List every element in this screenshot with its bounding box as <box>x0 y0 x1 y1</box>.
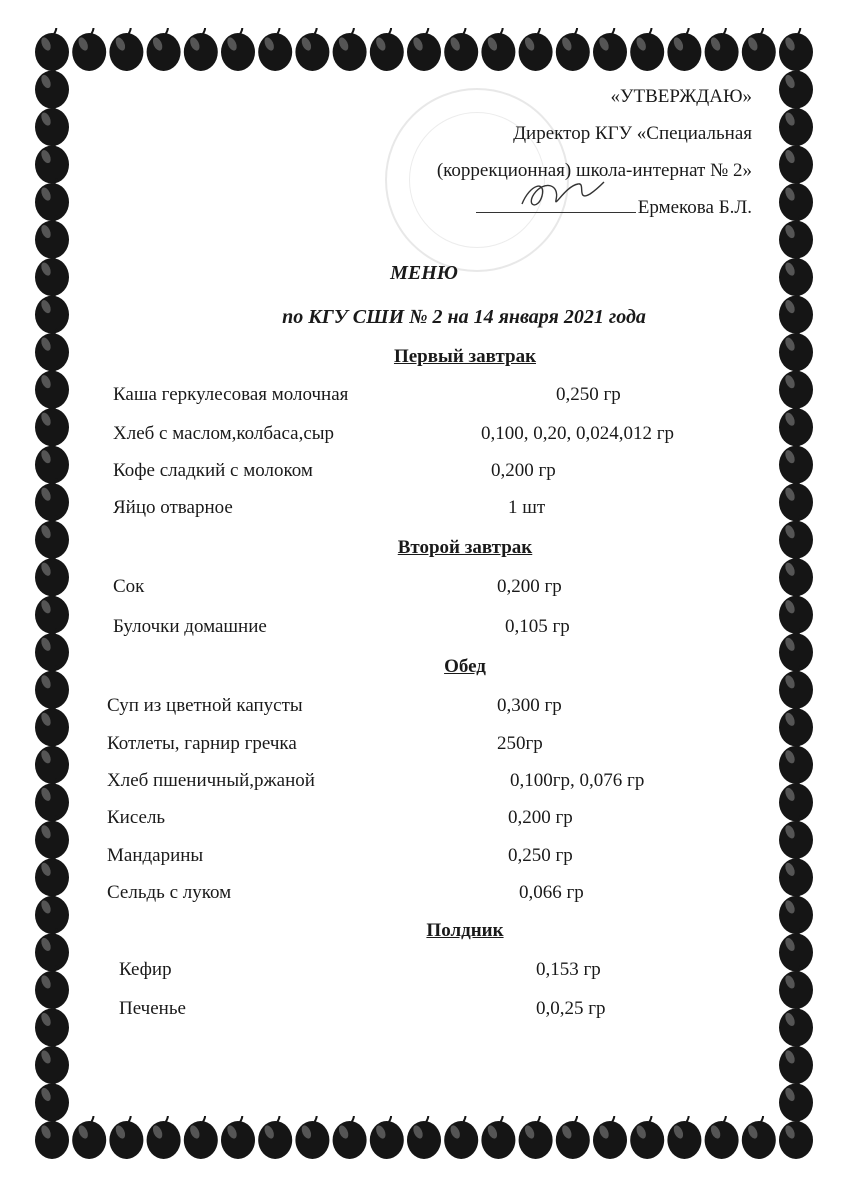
menu-item-name: Яйцо отварное <box>113 497 233 518</box>
section-heading: Полдник <box>426 920 504 941</box>
page-title: МЕНЮ <box>390 262 458 284</box>
plum-decoration <box>742 1112 776 1159</box>
plum-decoration <box>295 1112 329 1159</box>
menu-item-qty: 0,300 гр <box>497 695 562 716</box>
plum-decoration <box>72 24 106 71</box>
plum-decoration <box>556 24 590 71</box>
plum-decoration <box>370 24 404 71</box>
approval-organization: (коррекционная) школа-интернат № 2» <box>436 160 752 181</box>
plum-decoration <box>184 24 218 71</box>
plum-decoration <box>221 1112 255 1159</box>
signer-name: Ермекова Б.Л. <box>637 197 752 218</box>
plum-decoration <box>519 1112 553 1159</box>
menu-item-name: Каша геркулесовая молочная <box>113 384 349 405</box>
menu-item-qty: 0,066 гр <box>519 882 584 903</box>
plum-decoration <box>593 1112 627 1159</box>
plum-decoration <box>407 1112 441 1159</box>
plum-decoration <box>630 24 664 71</box>
plum-decoration <box>184 1112 218 1159</box>
plum-decoration <box>333 24 367 71</box>
menu-item-name: Кисель <box>107 807 166 828</box>
plum-decoration <box>705 24 739 71</box>
plum-decoration <box>109 1112 143 1159</box>
menu-item-name: Кофе сладкий с молоком <box>113 460 313 481</box>
plum-decoration <box>147 24 181 71</box>
plum-decoration <box>370 1112 404 1159</box>
menu-item-qty: 1 шт <box>508 497 546 518</box>
menu-item-name: Хлеб пшеничный,ржаной <box>107 770 315 791</box>
menu-item-name: Котлеты, гарнир гречка <box>107 733 297 754</box>
menu-item-qty: 0,100гр, 0,076 гр <box>510 770 645 791</box>
menu-item-qty: 0,105 гр <box>505 616 570 637</box>
menu-item-qty: 250гр <box>497 733 543 754</box>
plum-decoration <box>444 24 478 71</box>
menu-item-qty: 0,100, 0,20, 0,024,012 гр <box>481 423 675 444</box>
plum-decoration <box>481 24 515 71</box>
approval-block <box>437 78 752 226</box>
plum-decoration <box>407 24 441 71</box>
menu-item-name: Сок <box>113 576 145 597</box>
plum-decoration <box>221 24 255 71</box>
signature-line <box>437 189 752 226</box>
approval-title: «УТВЕРЖДАЮ» <box>610 86 752 107</box>
menu-item-qty: 0,200 гр <box>508 807 573 828</box>
plum-decoration <box>667 24 701 71</box>
menu-item-name: Сельдь с луком <box>107 882 232 903</box>
section-heading: Второй завтрак <box>397 537 533 558</box>
menu-item-qty: 0,0,25 гр <box>536 998 606 1019</box>
plum-decoration <box>481 1112 515 1159</box>
plum-decoration <box>35 24 69 71</box>
plum-decoration <box>295 24 329 71</box>
menu-item-qty: 0,250 гр <box>508 845 573 866</box>
menu-item-name: Хлеб с маслом,колбаса,сыр <box>113 423 335 444</box>
plum-decoration <box>109 24 143 71</box>
plum-decoration <box>742 24 776 71</box>
plum-decoration <box>147 1112 181 1159</box>
plum-decoration <box>779 24 813 71</box>
plum-decoration <box>630 1112 664 1159</box>
plum-decoration <box>556 1112 590 1159</box>
section-heading: Первый завтрак <box>393 346 537 367</box>
menu-item-qty: 0,250 гр <box>556 384 621 405</box>
approval-position: Директор КГУ «Специальная <box>513 123 752 144</box>
plum-decoration <box>72 1112 106 1159</box>
plum-decoration <box>333 1112 367 1159</box>
menu-item-name: Печенье <box>119 998 186 1019</box>
plum-decoration <box>667 1112 701 1159</box>
menu-item-name: Мандарины <box>107 845 204 866</box>
menu-item-qty: 0,200 гр <box>497 576 562 597</box>
page-subtitle: по КГУ СШИ № 2 на 14 января 2021 года <box>282 306 646 328</box>
plum-decoration <box>705 1112 739 1159</box>
signature <box>476 194 636 213</box>
plum-decoration <box>519 24 553 71</box>
menu-item-qty: 0,200 гр <box>491 460 556 481</box>
section-heading: Обед <box>444 656 486 677</box>
plum-decoration <box>444 1112 478 1159</box>
plum-decoration <box>593 24 627 71</box>
menu-item-name: Булочки домашние <box>113 616 267 637</box>
menu-item-name: Кефир <box>119 959 172 980</box>
plum-decoration <box>258 24 292 71</box>
plum-decoration <box>258 1112 292 1159</box>
menu-item-name: Суп из цветной капусты <box>107 695 303 716</box>
menu-item-qty: 0,153 гр <box>536 959 601 980</box>
